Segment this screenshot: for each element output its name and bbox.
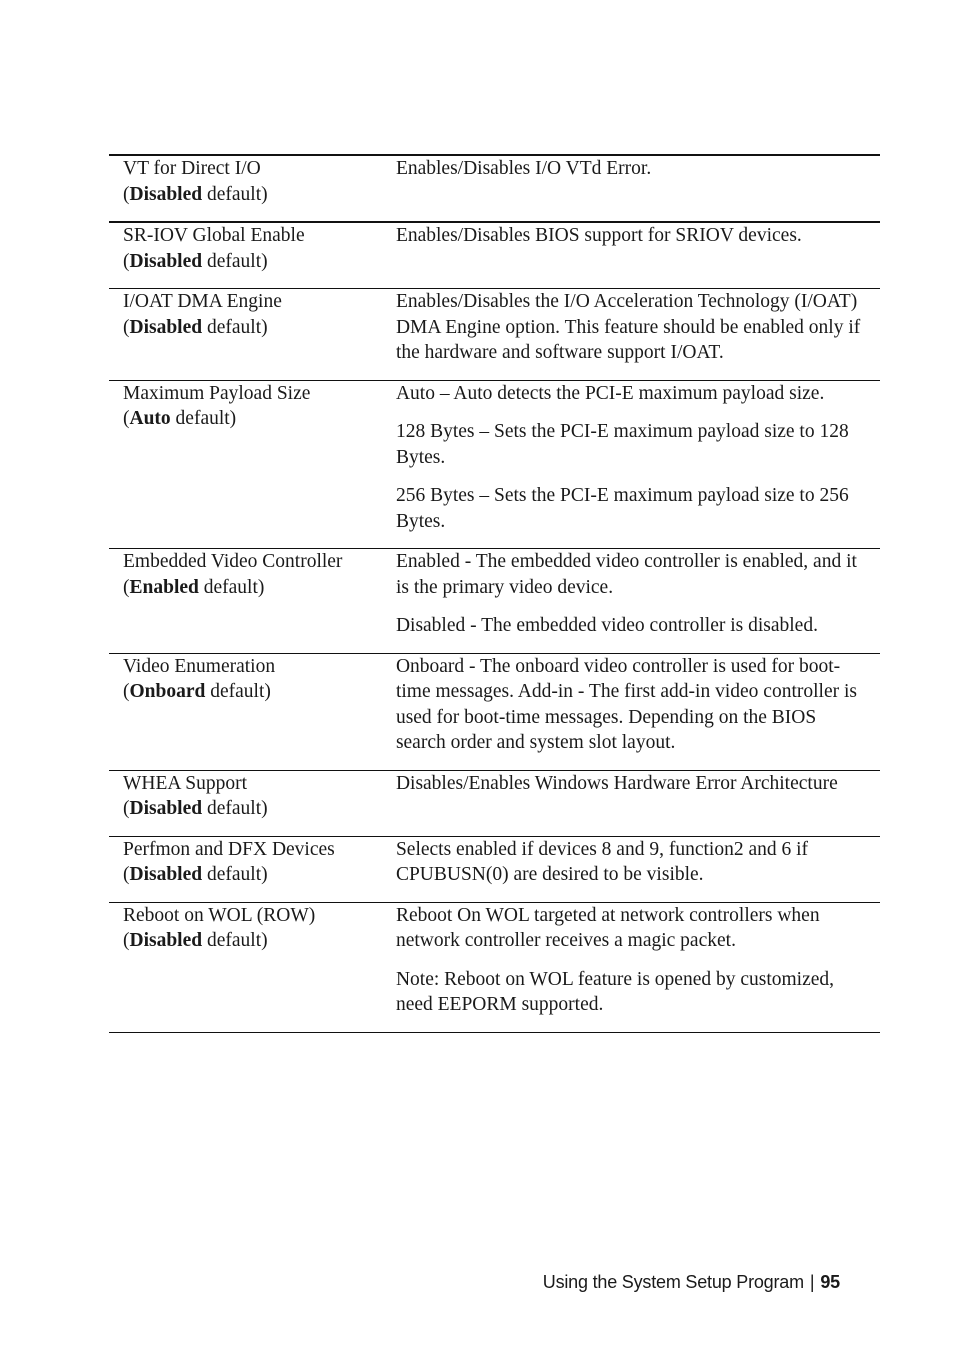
setting-name-cell xyxy=(109,770,396,836)
setting-description: Disables/Enables Windows Hardware Error Architecture xyxy=(395,772,838,794)
table-row xyxy=(109,836,880,902)
setting-description: 128 Bytes – Sets the PCI-E maximum payload size to 128 Bytes. xyxy=(395,421,849,468)
setting-default: (Enabled default) xyxy=(123,576,265,598)
table-row xyxy=(109,549,880,654)
setting-default: (Disabled default) xyxy=(123,798,268,819)
setting-name-cell xyxy=(109,836,396,902)
setting-description: Auto – Auto detects the PCI-E maximum payload size. xyxy=(395,382,825,404)
setting-name-cell xyxy=(109,380,396,549)
setting-default: (Disabled default) xyxy=(123,183,268,205)
setting-description-cell xyxy=(396,836,880,902)
default-value: Disabled xyxy=(129,864,203,885)
default-value: Disabled xyxy=(129,798,203,819)
setting-description: Selects enabled if devices 8 and 9, function2 and 6 if CPUBUSN(0) are desired to be visible. xyxy=(395,838,809,885)
page-number: 95 xyxy=(820,1272,840,1292)
setting-name: Perfmon and DFX Devices xyxy=(123,838,335,860)
setting-description: Enables/Disables BIOS support for SRIOV devices. xyxy=(395,225,802,246)
settings-table-body xyxy=(109,155,880,1032)
default-value: Disabled xyxy=(129,316,203,338)
setting-description: Onboard - The onboard video controller is used for boot-time messages. Add-in - The first add-in video controller is used for boot-time messages. Depending on the BIOS search order and system slot layout. xyxy=(395,655,857,753)
setting-description-cell xyxy=(396,155,880,222)
setting-name-cell xyxy=(109,289,396,381)
setting-name-cell xyxy=(109,653,396,770)
default-value: Disabled xyxy=(129,930,203,951)
setting-description-cell xyxy=(396,380,880,549)
setting-name-cell xyxy=(109,902,396,1032)
footer-separator: | xyxy=(809,1272,815,1292)
setting-default: (Disabled default) xyxy=(123,316,268,338)
table-row xyxy=(109,902,880,1032)
setting-name-cell xyxy=(109,222,396,289)
setting-description: Enables/Disables I/O VTd Error. xyxy=(395,158,652,179)
setting-name: Embedded Video Controller xyxy=(123,551,343,572)
setting-description-cell xyxy=(396,222,880,289)
setting-default: (Auto default) xyxy=(123,408,237,429)
setting-name: WHEA Support xyxy=(123,772,248,794)
setting-description-cell xyxy=(396,549,880,654)
table-row xyxy=(109,155,880,222)
setting-default: (Disabled default) xyxy=(123,250,268,272)
setting-name: I/OAT DMA Engine xyxy=(123,291,282,312)
default-value: Disabled xyxy=(129,183,203,205)
setting-name: Reboot on WOL (ROW) xyxy=(123,904,316,926)
setting-description-cell xyxy=(396,289,880,381)
table-row xyxy=(109,380,880,549)
setting-name: Maximum Payload Size xyxy=(123,382,311,404)
table-row xyxy=(109,222,880,289)
setting-name: Video Enumeration xyxy=(123,655,276,677)
default-value: Disabled xyxy=(129,250,203,272)
setting-default: (Disabled default) xyxy=(123,930,268,951)
setting-description: Reboot On WOL targeted at network controllers when network controller receives a magic packet. xyxy=(395,904,820,951)
default-value: Auto xyxy=(129,408,171,429)
setting-default: (Disabled default) xyxy=(123,864,268,885)
settings-table xyxy=(109,154,880,1033)
setting-description: Note: Reboot on WOL feature is opened by customized, need EEPORM supported. xyxy=(395,968,835,1015)
table-row xyxy=(109,653,880,770)
setting-description-cell xyxy=(396,653,880,770)
setting-description: Enabled - The embedded video controller is enabled, and it is the primary video device. xyxy=(395,551,857,598)
setting-description: Enables/Disables the I/O Acceleration Technology (I/OAT) DMA Engine option. This feature should be enabled only if the hardware and software support I/OAT. xyxy=(395,291,861,363)
footer-section-title: Using the System Setup Program xyxy=(542,1272,804,1292)
setting-description: 256 Bytes – Sets the PCI-E maximum payload size to 256 Bytes. xyxy=(395,485,849,532)
page-footer xyxy=(543,1272,840,1293)
setting-description-cell xyxy=(396,902,880,1032)
setting-description-cell xyxy=(396,770,880,836)
default-value: Enabled xyxy=(129,576,199,598)
setting-default: (Onboard default) xyxy=(123,681,271,702)
setting-name: VT for Direct I/O xyxy=(123,158,261,179)
setting-name-cell xyxy=(109,549,396,654)
setting-name-cell xyxy=(109,155,396,222)
table-row xyxy=(109,770,880,836)
setting-description: Disabled - The embedded video controller is disabled. xyxy=(395,615,818,636)
default-value: Onboard xyxy=(129,681,206,702)
setting-name: SR-IOV Global Enable xyxy=(123,225,305,246)
table-row xyxy=(109,289,880,381)
